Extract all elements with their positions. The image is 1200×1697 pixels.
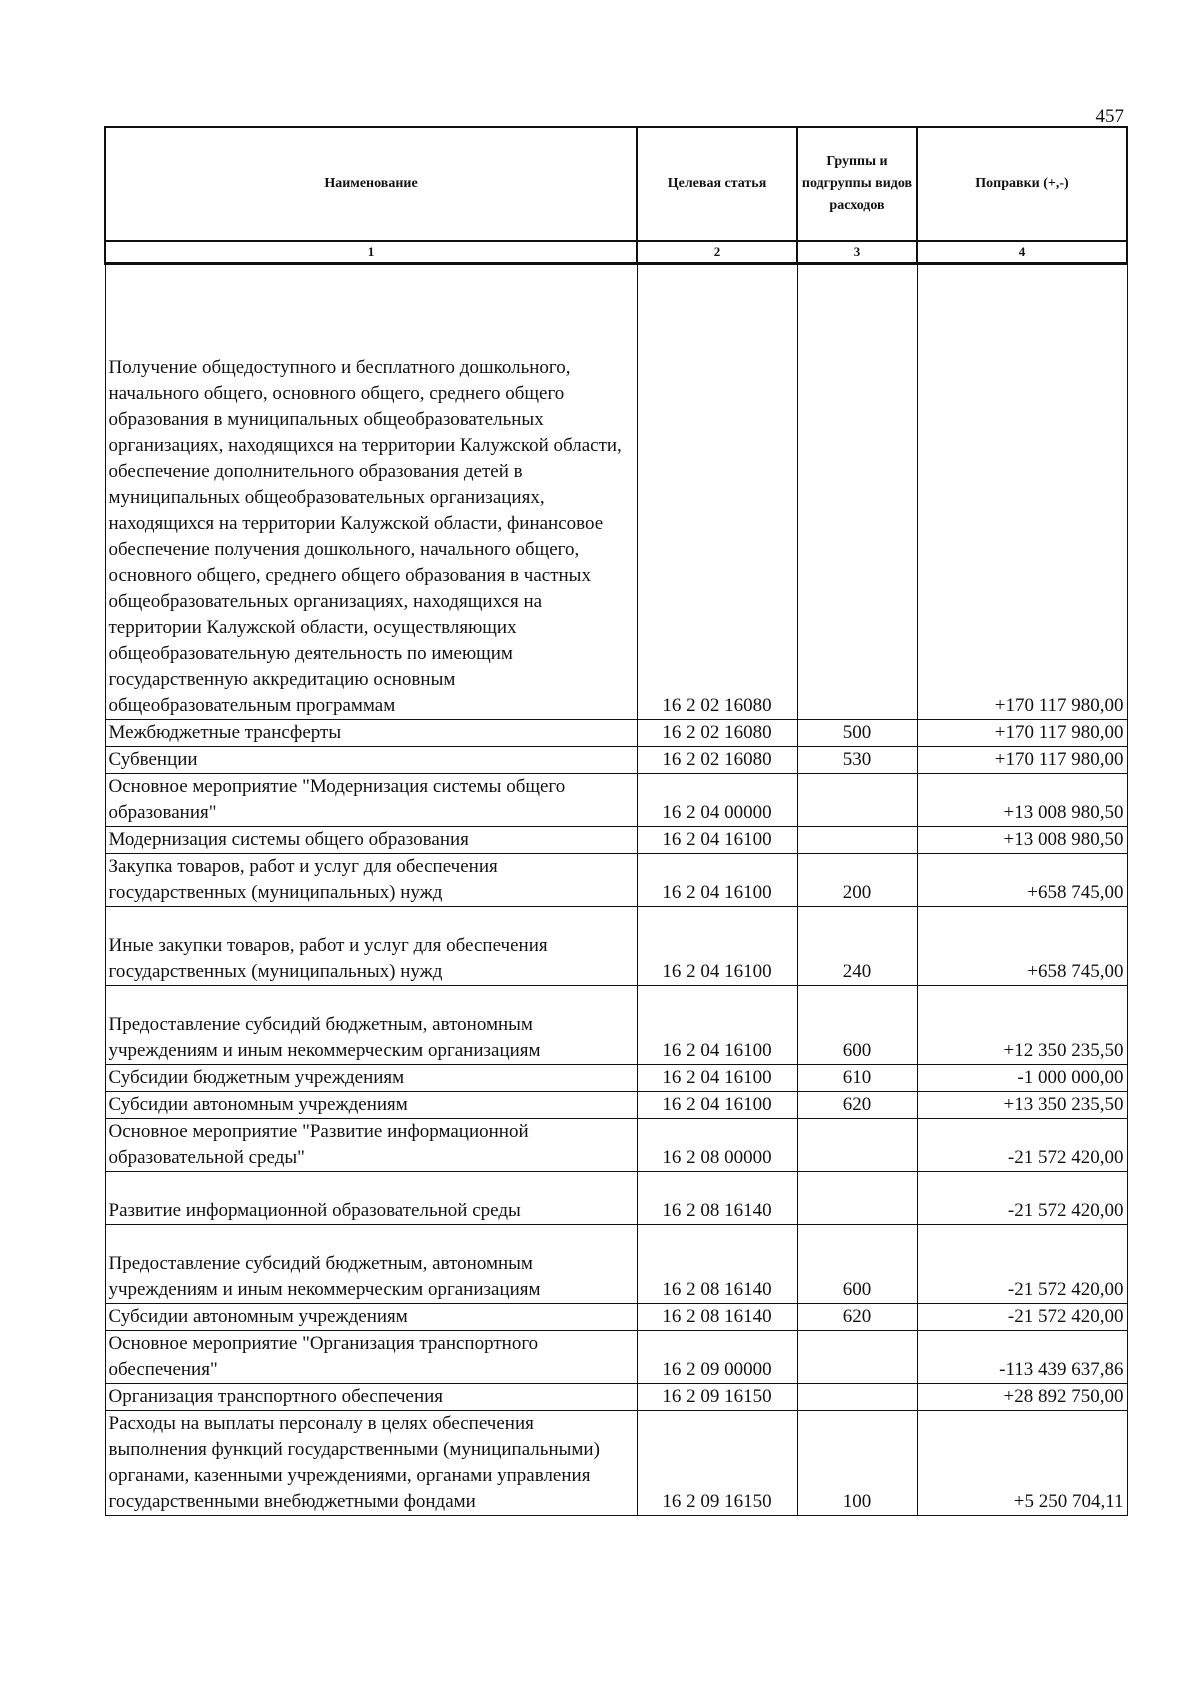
table-row <box>105 264 1127 720</box>
row-amount: -1 000 000,00 <box>917 1065 1127 1092</box>
row-group: 600 <box>797 1225 917 1304</box>
row-code: 16 2 04 16100 <box>637 827 797 854</box>
row-name: Организация транспортного обеспечения <box>105 1384 637 1411</box>
table-row <box>105 720 1127 747</box>
row-group: 200 <box>797 854 917 907</box>
row-code: 16 2 04 16100 <box>637 986 797 1065</box>
row-amount: +170 117 980,00 <box>917 747 1127 774</box>
row-amount: -113 439 637,86 <box>917 1331 1127 1384</box>
row-amount: +170 117 980,00 <box>917 720 1127 747</box>
table-row <box>105 1065 1127 1092</box>
table-row <box>105 774 1127 827</box>
row-code: 16 2 09 16150 <box>637 1411 797 1516</box>
row-amount: -21 572 420,00 <box>917 1225 1127 1304</box>
row-amount: +13 008 980,50 <box>917 774 1127 827</box>
row-name: Межбюджетные трансферты <box>105 720 637 747</box>
row-name: Основное мероприятие "Развитие информационной образовательной среды" <box>105 1119 637 1172</box>
row-group: 500 <box>797 720 917 747</box>
header-name: Наименование <box>105 127 637 241</box>
row-group: 600 <box>797 986 917 1065</box>
row-name: Иные закупки товаров, работ и услуг для обеспечения государственных (муниципальных) нужд <box>105 907 637 986</box>
row-group: 620 <box>797 1092 917 1119</box>
row-name: Субсидии бюджетным учреждениям <box>105 1065 637 1092</box>
row-group <box>797 1331 917 1384</box>
row-code: 16 2 09 16150 <box>637 1384 797 1411</box>
row-amount: +13 008 980,50 <box>917 827 1127 854</box>
row-amount: -21 572 420,00 <box>917 1304 1127 1331</box>
row-name: Основное мероприятие "Модернизация системы общего образования" <box>105 774 637 827</box>
row-group <box>797 827 917 854</box>
row-name: Субвенции <box>105 747 637 774</box>
row-name: Закупка товаров, работ и услуг для обеспечения государственных (муниципальных) нужд <box>105 854 637 907</box>
table-row <box>105 1384 1127 1411</box>
row-name: Развитие информационной образовательной среды <box>105 1172 637 1225</box>
column-number-row <box>105 241 1127 264</box>
row-group: 100 <box>797 1411 917 1516</box>
row-amount: +5 250 704,11 <box>917 1411 1127 1516</box>
table-row <box>105 747 1127 774</box>
row-amount: -21 572 420,00 <box>917 1119 1127 1172</box>
row-amount: +28 892 750,00 <box>917 1384 1127 1411</box>
row-code: 16 2 04 16100 <box>637 1092 797 1119</box>
row-group <box>797 774 917 827</box>
row-name: Предоставление субсидий бюджетным, автономным учреждениям и иным некоммерческим организациям <box>105 1225 637 1304</box>
table-row <box>105 907 1127 986</box>
page-number: 457 <box>1095 106 1124 127</box>
column-number: 2 <box>637 241 797 264</box>
table-row <box>105 986 1127 1065</box>
table-row <box>105 1331 1127 1384</box>
row-group: 610 <box>797 1065 917 1092</box>
table-row <box>105 1119 1127 1172</box>
row-name: Основное мероприятие "Организация транспортного обеспечения" <box>105 1331 637 1384</box>
row-code: 16 2 04 00000 <box>637 774 797 827</box>
row-amount: +658 745,00 <box>917 907 1127 986</box>
header-row <box>105 127 1127 241</box>
row-code: 16 2 04 16100 <box>637 1065 797 1092</box>
row-code: 16 2 08 16140 <box>637 1304 797 1331</box>
table-row <box>105 827 1127 854</box>
row-name: Субсидии автономным учреждениям <box>105 1304 637 1331</box>
row-amount: +170 117 980,00 <box>917 264 1127 720</box>
row-code: 16 2 02 16080 <box>637 747 797 774</box>
column-number: 1 <box>105 241 637 264</box>
table-row <box>105 1225 1127 1304</box>
table-row <box>105 1304 1127 1331</box>
row-group: 620 <box>797 1304 917 1331</box>
row-name: Предоставление субсидий бюджетным, автономным учреждениям и иным некоммерческим организациям <box>105 986 637 1065</box>
row-amount: +658 745,00 <box>917 854 1127 907</box>
header-amount: Поправки (+,-) <box>917 127 1127 241</box>
row-name: Расходы на выплаты персоналу в целях обеспечения выполнения функций государственными (муниципальными) органами, казенными учреждениями, органами управления государственными внебюджетными фондами <box>105 1411 637 1516</box>
row-group <box>797 1384 917 1411</box>
row-name: Субсидии автономным учреждениям <box>105 1092 637 1119</box>
row-amount: -21 572 420,00 <box>917 1172 1127 1225</box>
row-group <box>797 264 917 720</box>
row-code: 16 2 02 16080 <box>637 720 797 747</box>
column-number: 4 <box>917 241 1127 264</box>
row-code: 16 2 04 16100 <box>637 854 797 907</box>
row-code: 16 2 08 16140 <box>637 1172 797 1225</box>
header-group: Группы и подгруппы видов расходов <box>797 127 917 241</box>
row-group <box>797 1172 917 1225</box>
row-amount: +12 350 235,50 <box>917 986 1127 1065</box>
header-code: Целевая статья <box>637 127 797 241</box>
table-row <box>105 854 1127 907</box>
table-row <box>105 1411 1127 1516</box>
row-code: 16 2 09 00000 <box>637 1331 797 1384</box>
row-group: 530 <box>797 747 917 774</box>
budget-table <box>104 126 1128 1516</box>
row-name: Модернизация системы общего образования <box>105 827 637 854</box>
row-group: 240 <box>797 907 917 986</box>
table-row <box>105 1092 1127 1119</box>
table-row <box>105 1172 1127 1225</box>
row-code: 16 2 08 16140 <box>637 1225 797 1304</box>
column-number: 3 <box>797 241 917 264</box>
row-name: Получение общедоступного и бесплатного дошкольного, начального общего, основного общего, среднего общего образования в муниципальных общеобразовательных организациях, находящихся на территории Калужской области, обеспечение дополнительного образования детей в муниципальных общеобразовательных организациях, находящихся на территории Калужской области, финансовое обеспечение получения дошкольного, начального общего, основного общего, среднего общего образования в частных общеобразовательных организациях, находящихся на территории Калужской области, осуществляющих общеобразовательную деятельность по имеющим государственную аккредитацию основным общеобразовательным программам <box>105 264 637 720</box>
row-code: 16 2 02 16080 <box>637 264 797 720</box>
row-group <box>797 1119 917 1172</box>
row-amount: +13 350 235,50 <box>917 1092 1127 1119</box>
row-code: 16 2 04 16100 <box>637 907 797 986</box>
row-code: 16 2 08 00000 <box>637 1119 797 1172</box>
